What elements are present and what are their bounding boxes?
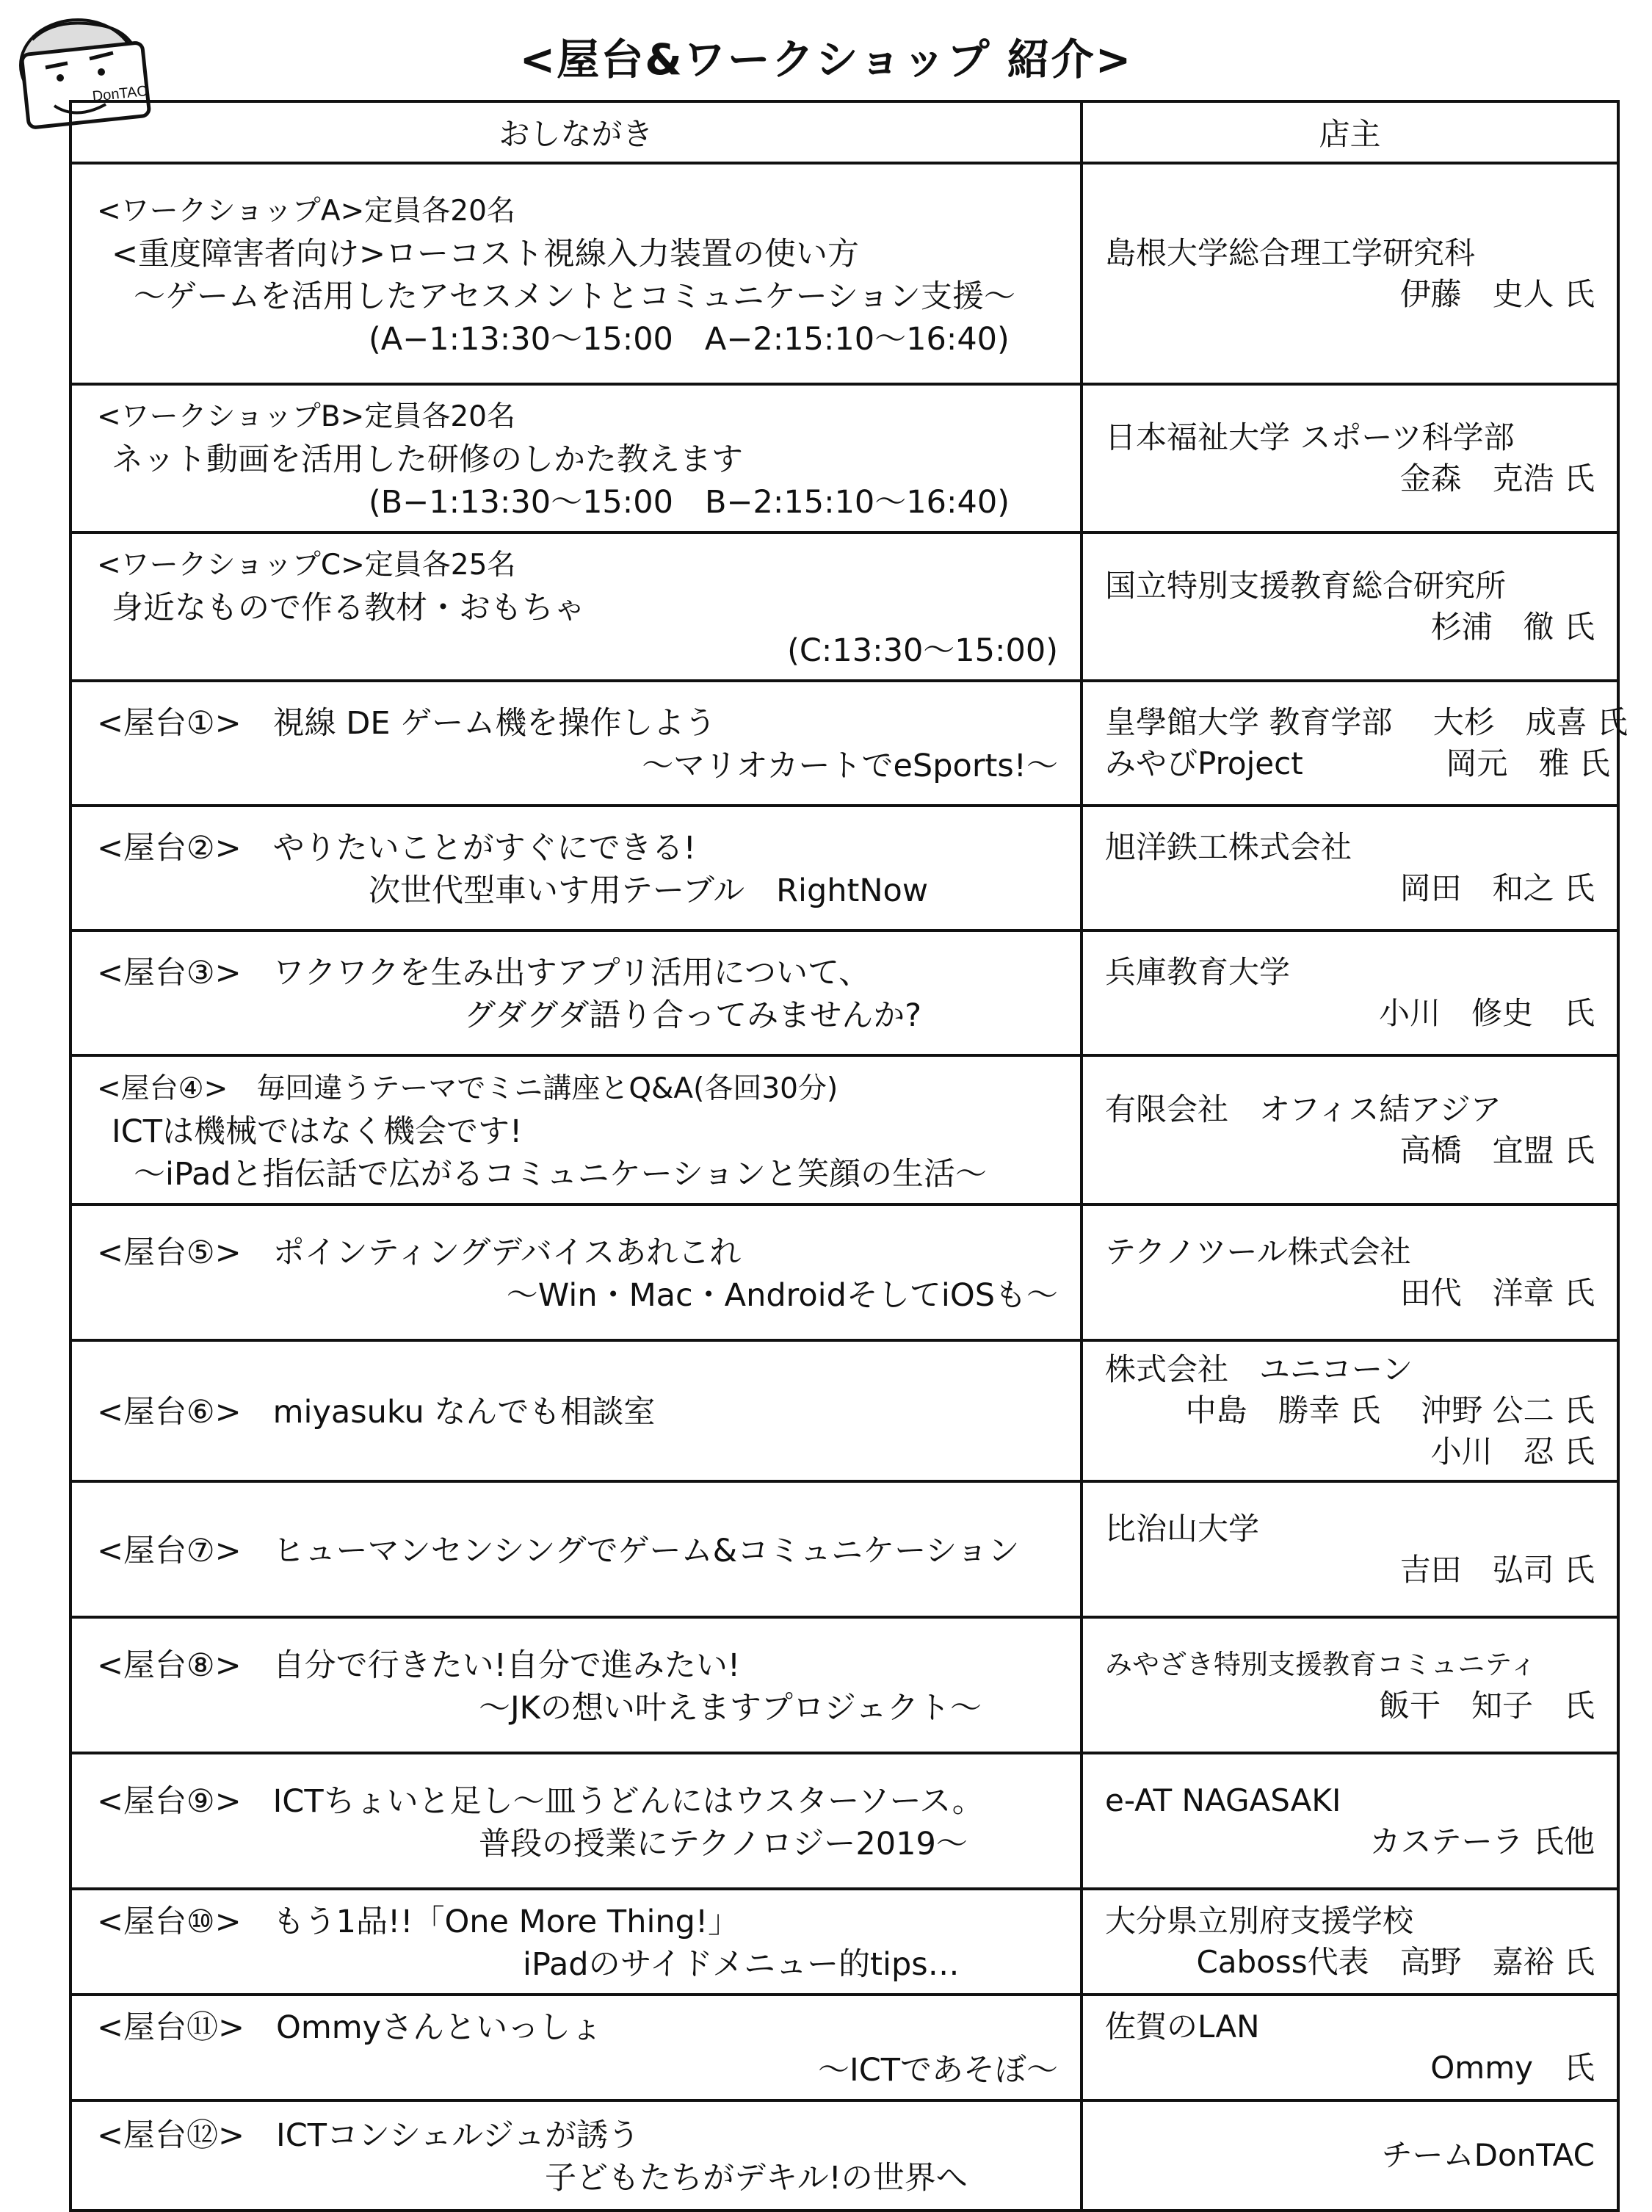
- row-title: 身近なもので作る教材・おもちゃ: [112, 590, 585, 626]
- table-row: [70, 930, 1618, 1055]
- row-heading: <ワークショップC>定員各25名: [97, 549, 516, 582]
- header-menu: おしながき: [70, 101, 1082, 163]
- row-subtitle: ～ICTであそぼ～: [818, 2052, 1058, 2089]
- host-name: 高橋 宜盟 氏: [1399, 1132, 1595, 1168]
- table-row: [70, 1204, 1618, 1340]
- host-org: 日本福祉大学 スポーツ科学部: [1105, 419, 1515, 455]
- row-title: <屋台①> 視線 DE ゲーム機を操作しよう: [97, 705, 717, 742]
- row-subtitle: ～Win・Mac・AndroidそしてiOSも～: [506, 1276, 1058, 1314]
- row-subtitle: ～iPadと指伝話で広がるコミュニケーションと笑顔の生活～: [134, 1155, 988, 1193]
- row-title: <屋台⑫> ICTコンシェルジュが誘う: [97, 2117, 640, 2154]
- row-subtitle: 次世代型車いす用テーブル RightNow: [369, 872, 929, 909]
- row-subtitle: iPadのサイドメニュー的tips…: [523, 1946, 960, 1983]
- host-name: Ommy 氏: [1430, 2050, 1595, 2086]
- table-row: [70, 1340, 1618, 1481]
- row-time: (C:13:30～15:00): [787, 632, 1058, 669]
- table-row: [70, 1995, 1618, 2100]
- row-title: ネット動画を活用した研修のしかた教えます: [112, 441, 743, 478]
- host-org: みやざき特別支援教育コミュニティ: [1105, 1648, 1537, 1680]
- host-org: 有限会社 オフィス結アジア: [1105, 1091, 1501, 1127]
- host-name: カステーラ 氏他: [1369, 1823, 1595, 1859]
- row-subtitle: ～マリオカートでeSports!～: [642, 748, 1058, 784]
- host-name: 中島 勝幸 氏 沖野 公二 氏: [1185, 1392, 1595, 1428]
- host-org: 比治山大学: [1105, 1510, 1260, 1547]
- row-heading: <ワークショップB>定員各20名: [97, 400, 515, 433]
- table-row: [70, 681, 1618, 806]
- host-org: 佐賀のLAN: [1105, 2009, 1260, 2045]
- row-subtitle: 普段の授業にテクノロジー2019～: [479, 1825, 968, 1862]
- host-name: 飯干 知子 氏: [1378, 1687, 1595, 1724]
- host-org: 島根大学総合理工学研究科: [1105, 234, 1476, 271]
- row-title: <屋台⑪> Ommyさんといっしょ: [97, 2009, 603, 2046]
- host-line: 皇學館大学 教育学部 大杉 成喜 氏: [1105, 704, 1629, 740]
- row-time: (A−1:13:30～15:00 A−2:15:10～16:40): [369, 320, 1010, 358]
- table-row: [70, 2100, 1618, 2211]
- host-name: 吉田 弘司 氏: [1399, 1551, 1595, 1588]
- table-row: [70, 532, 1618, 681]
- host-org: テクノツール株式会社: [1105, 1233, 1411, 1270]
- row-subtitle: 子どもたちがデキル!の世界へ: [545, 2160, 968, 2197]
- table-header-row: [70, 101, 1618, 163]
- table-row: [70, 163, 1618, 384]
- row-subtitle: ～JKの想い叶えますプロジェクト～: [479, 1689, 982, 1727]
- host-name: 杉浦 徹 氏: [1430, 609, 1595, 645]
- table-row: [70, 384, 1618, 532]
- program-table: [69, 100, 1629, 2212]
- row-subtitle: ～ゲームを活用したアセスメントとコミュニケーション支援～: [134, 278, 1015, 315]
- host-name: 小川 忍 氏: [1430, 1434, 1595, 1470]
- row-title: <屋台②> やりたいことがすぐにできる!: [97, 830, 696, 867]
- host-name: 伊藤 史人 氏: [1399, 275, 1595, 312]
- table-row: [70, 806, 1618, 930]
- row-title: <屋台⑤> ポインティングデバイスあれこれ: [97, 1234, 742, 1271]
- page-title: <屋台&ワークショップ 紹介>: [519, 35, 1133, 84]
- host-name: 小川 修史 氏: [1378, 995, 1595, 1031]
- host-org: 兵庫教育大学: [1105, 954, 1291, 990]
- host-name: 田代 洋章 氏: [1399, 1274, 1595, 1311]
- host-line: みやびProject 岡元 雅 氏: [1105, 745, 1610, 781]
- table-row: [70, 1617, 1618, 1753]
- table-row: [70, 1055, 1618, 1204]
- host-org: 旭洋鉄工株式会社: [1105, 829, 1352, 865]
- host-org: e-AT NAGASAKI: [1105, 1782, 1341, 1818]
- row-heading: <屋台④> 毎回違うテーマでミニ講座とQ&A(各回30分): [97, 1071, 838, 1105]
- row-title: <屋台⑧> 自分で行きたい!自分で進みたい!: [97, 1647, 741, 1684]
- row-subtitle: グダグダ語り合ってみませんか?: [464, 997, 922, 1034]
- row-title: <屋台⑦> ヒューマンセンシングでゲーム&コミュニケーション: [97, 1532, 1020, 1569]
- table-row: [70, 1753, 1618, 1889]
- row-heading: <ワークショップA>定員各20名: [97, 194, 515, 228]
- row-title: <屋台⑥> miyasuku なんでも相談室: [97, 1394, 656, 1431]
- table-row: [70, 1481, 1618, 1617]
- host-name: チームDonTAC: [1381, 2137, 1595, 2173]
- row-time: (B−1:13:30～15:00 B−2:15:10～16:40): [369, 484, 1010, 521]
- row-title: <屋台③> ワクワクを生み出すアプリ活用について、: [97, 955, 871, 991]
- row-title: <屋台⑨> ICTちょいと足し～皿うどんにはウスターソース。: [97, 1782, 984, 1820]
- logo-text: DonTAC: [91, 83, 148, 105]
- row-title: <屋台⑩> もう1品!!「One More Thing!」: [97, 1904, 740, 1940]
- host-name: 金森 克浩 氏: [1399, 460, 1595, 496]
- header-host: 店主: [1082, 101, 1618, 163]
- row-title: ICTは機械ではなく機会です!: [112, 1113, 523, 1150]
- host-org: 国立特別支援教育総合研究所: [1105, 568, 1507, 604]
- host-name: Caboss代表 高野 嘉裕 氏: [1196, 1944, 1595, 1980]
- host-name: 岡田 和之 氏: [1399, 870, 1595, 906]
- table-row: [70, 1889, 1618, 1995]
- host-org: 株式会社 ユニコーン: [1105, 1351, 1413, 1387]
- row-title: <重度障害者向け>ローコスト視線入力装置の使い方: [112, 235, 860, 272]
- host-org: 大分県立別府支援学校: [1105, 1903, 1414, 1939]
